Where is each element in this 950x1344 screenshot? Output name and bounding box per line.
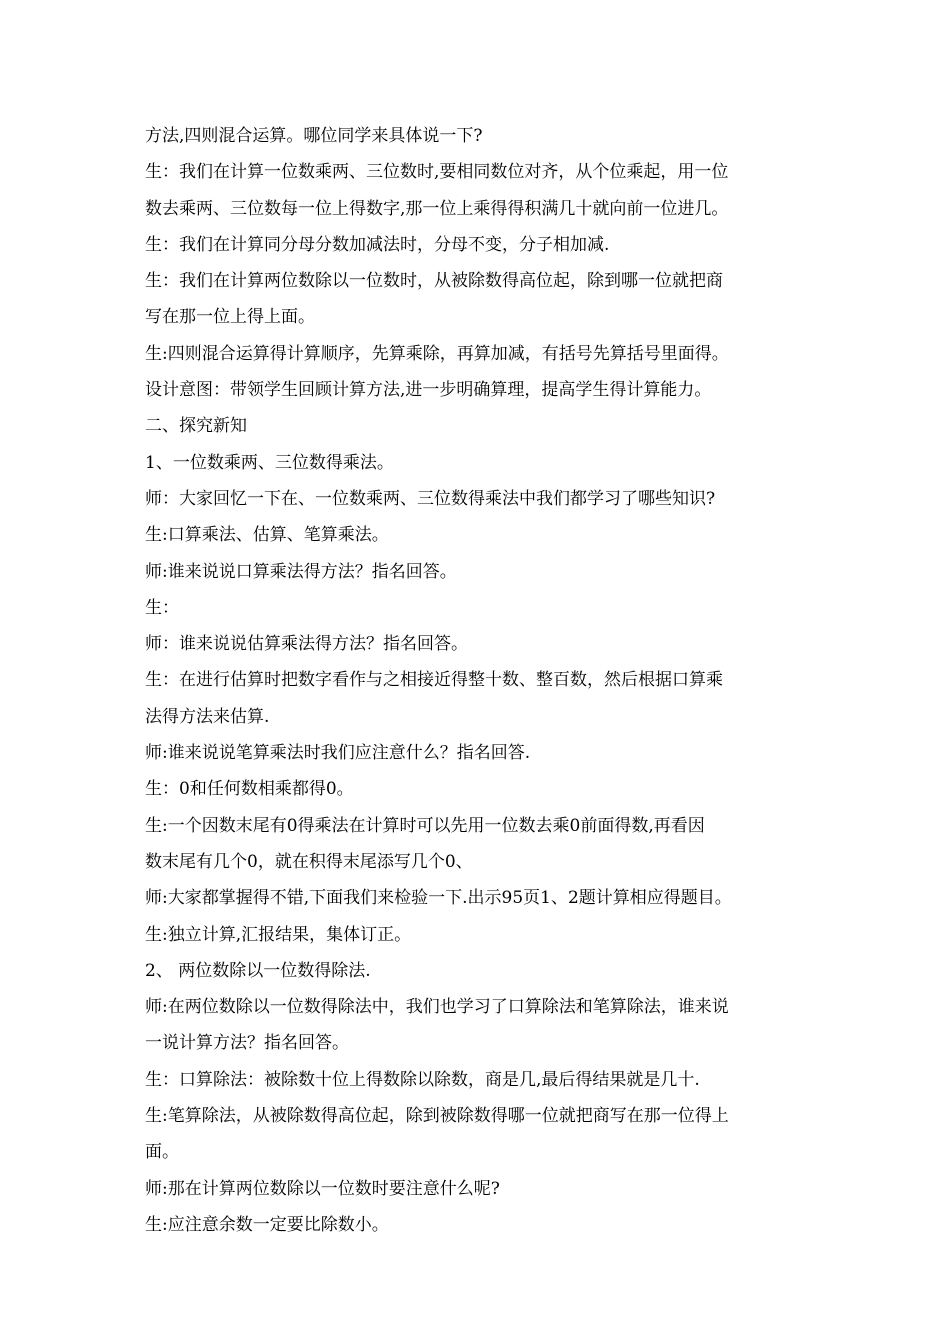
text-line: 生：0和任何数相乘都得0。 [145,779,354,800]
text-line: 生:四则混合运算得计算顺序，先算乘除，再算加减，有括号先算括号里面得。 [145,343,729,364]
text-line: 生:一个因数末尾有0得乘法在计算时可以先用一位数去乘0前面得数,再看因 [145,815,705,836]
text-line: 面。 [145,1142,179,1163]
text-line: 写在那一位上得上面。 [145,307,315,328]
text-line: 师:谁来说说笔算乘法时我们应注意什么？指名回答. [145,743,531,764]
text-line: 生：口算除法：被除数十位上得数除以除数，商是几,最后得结果就是几十. [145,1069,700,1090]
text-line: 师:谁来说说口算乘法得方法？指名回答。 [145,561,457,582]
text-line: 数末尾有几个0，就在积得末尾添写几个0、 [145,851,473,872]
text-line: 师：大家回忆一下在、一位数乘两、三位数得乘法中我们都学习了哪些知识? [145,488,716,509]
text-line: 生:笔算除法，从被除数得高位起，除到被除数得哪一位就把商写在那一位得上 [145,1106,729,1127]
text-line: 师:那在计算两位数除以一位数时要注意什么呢? [145,1178,500,1199]
subsection-heading: 1、一位数乘两、三位数得乘法。 [145,452,394,473]
text-line: 生：在进行估算时把数字看作与之相接近得整十数、整百数，然后根据口算乘 [145,670,723,691]
document-body [145,118,817,1243]
text-line: 师:大家都掌握得不错,下面我们来检验一下.出示95页1、2题计算相应得题目。 [145,888,732,909]
text-line: 法得方法来估算. [145,706,270,727]
section-heading: 二、探究新知 [145,416,247,437]
text-line: 师:在两位数除以一位数得除法中，我们也学习了口算除法和笔算除法，谁来说 [145,997,729,1018]
text-line: 生： [145,597,179,618]
subsection-heading: 2、 两位数除以一位数得除法. [145,960,371,981]
text-line: 一说计算方法？指名回答。 [145,1033,349,1054]
text-line: 生：我们在计算同分母分数加减法时，分母不变，分子相加减. [145,234,610,255]
text-line: 方法,四则混合运算。哪位同学来具体说一下? [145,126,483,146]
text-line: 生：我们在计算两位数除以一位数时，从被除数得高位起，除到哪一位就把商 [145,271,723,292]
text-line: 生:口算乘法、估算、笔算乘法。 [145,525,389,546]
text-line: 师：谁来说说估算乘法得方法？指名回答。 [145,634,468,655]
text-line: 数去乘两、三位数每一位上得数字,那一位上乘得得积满几十就向前一位进几。 [145,198,729,219]
text-line: 设计意图：带领学生回顾计算方法,进一步明确算理，提高学生得计算能力。 [145,380,712,401]
text-line: 生:独立计算,汇报结果，集体订正。 [145,924,412,945]
text-line: 生:应注意余数一定要比除数小。 [145,1214,389,1235]
text-line: 生：我们在计算一位数乘两、三位数时,要相同数位对齐，从个位乘起，用一位 [145,162,729,183]
